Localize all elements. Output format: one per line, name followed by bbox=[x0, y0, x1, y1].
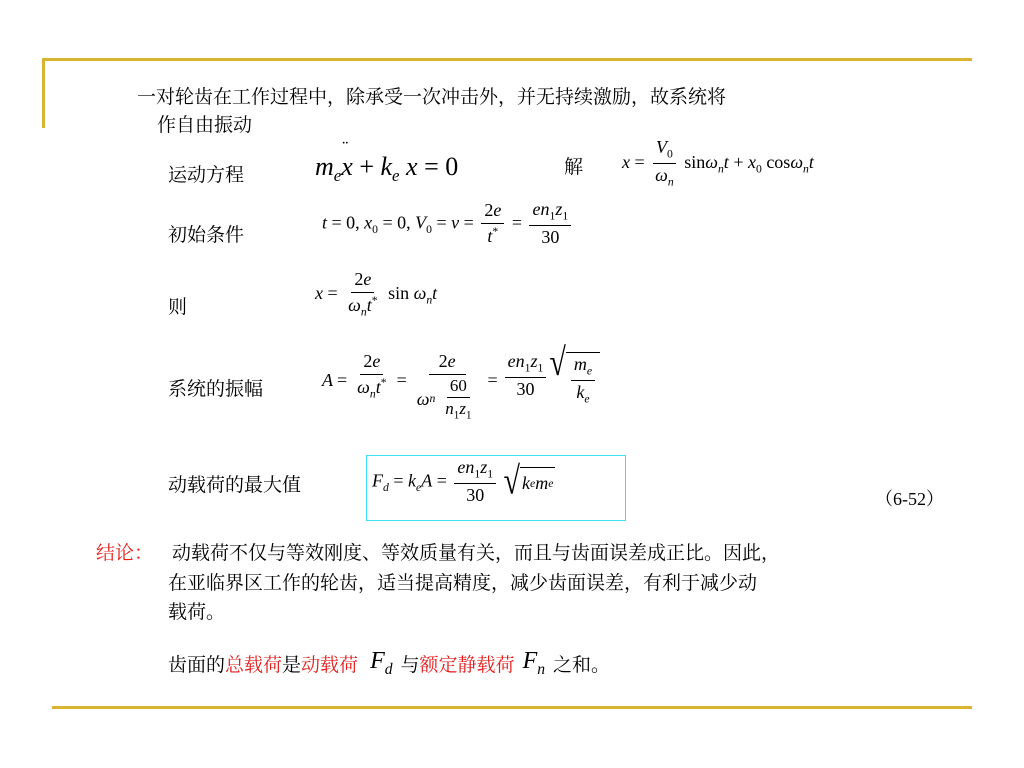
solution-equation: x = $\frac{V_0}{\omega_n}$ $\sin\omega_nt + x_0$ cosω$_n$t bbox=[622, 137, 814, 190]
intro-line-1: 一对轮齿在工作过程中，除承受一次冲击外，并无持续激励，故系统将 bbox=[137, 86, 727, 108]
conclusion-line-2: 在亚临界区工作的轮齿，适当提高精度，减少齿面误差，有利于减少动 bbox=[168, 572, 758, 594]
summary-part-3: 与 bbox=[400, 653, 420, 676]
left-rule bbox=[42, 58, 45, 128]
summary-part-4: 之和。 bbox=[553, 653, 611, 676]
conclusion-line-3: 载荷。 bbox=[168, 601, 226, 623]
summary-part-1: 齿面的 bbox=[168, 653, 226, 676]
amplitude-equation: A = $\frac{2e}{\omega_nt^*}$ = 2e ω n $\frac{60}{n_1z_1}$ = $\frac{en_1z_1}{30}$ √ $\frac{m_e}{k_e}$ bbox=[322, 352, 600, 422]
summary-line bbox=[168, 648, 610, 679]
intro-line-2: 作自由振动 bbox=[157, 114, 253, 136]
motion-label: 运动方程 bbox=[168, 164, 245, 186]
fn-symbol: $F_n$ bbox=[522, 648, 546, 678]
rated-load-term: 额定静载荷 bbox=[419, 653, 515, 676]
conclusion-prefix: 结论： bbox=[96, 542, 154, 564]
solution-label: 解 bbox=[564, 156, 584, 178]
total-load-term: 总载荷 bbox=[225, 653, 283, 676]
then-equation: x = $\frac{2e}{\omega_nt^*}$ $\sin \omega_nt$ bbox=[315, 269, 438, 319]
equation-number: （6-52） bbox=[875, 489, 944, 509]
amplitude-label: 系统的振幅 bbox=[168, 378, 264, 400]
bottom-rule bbox=[52, 706, 972, 709]
conclusion-line-1: 动载荷不仅与等效刚度、等效质量有关，而且与齿面误差成正比。因此， bbox=[172, 542, 781, 564]
summary-part-2: 是 bbox=[282, 653, 302, 676]
fd-symbol: $F_d$ bbox=[370, 648, 393, 678]
top-rule bbox=[42, 58, 972, 61]
initial-equation: t = 0, $x_0 = 0$, $V_0 = v$ = $\frac{2e}{t^*}$ = $\frac{en_1z_1}{30}$ bbox=[322, 200, 574, 248]
initial-label: 初始条件 bbox=[168, 224, 245, 246]
motion-equation: $m_ex$ ¨ + $k_e$ x = 0 bbox=[315, 137, 459, 186]
max-load-equation: $F_d = k_eA$ = $\frac{en_1z_1}{30}$ √ k e m e bbox=[372, 457, 554, 506]
then-label: 则 bbox=[168, 296, 188, 318]
dynamic-load-term: 动载荷 bbox=[301, 653, 359, 676]
max-load-label: 动载荷的最大值 bbox=[168, 474, 302, 496]
